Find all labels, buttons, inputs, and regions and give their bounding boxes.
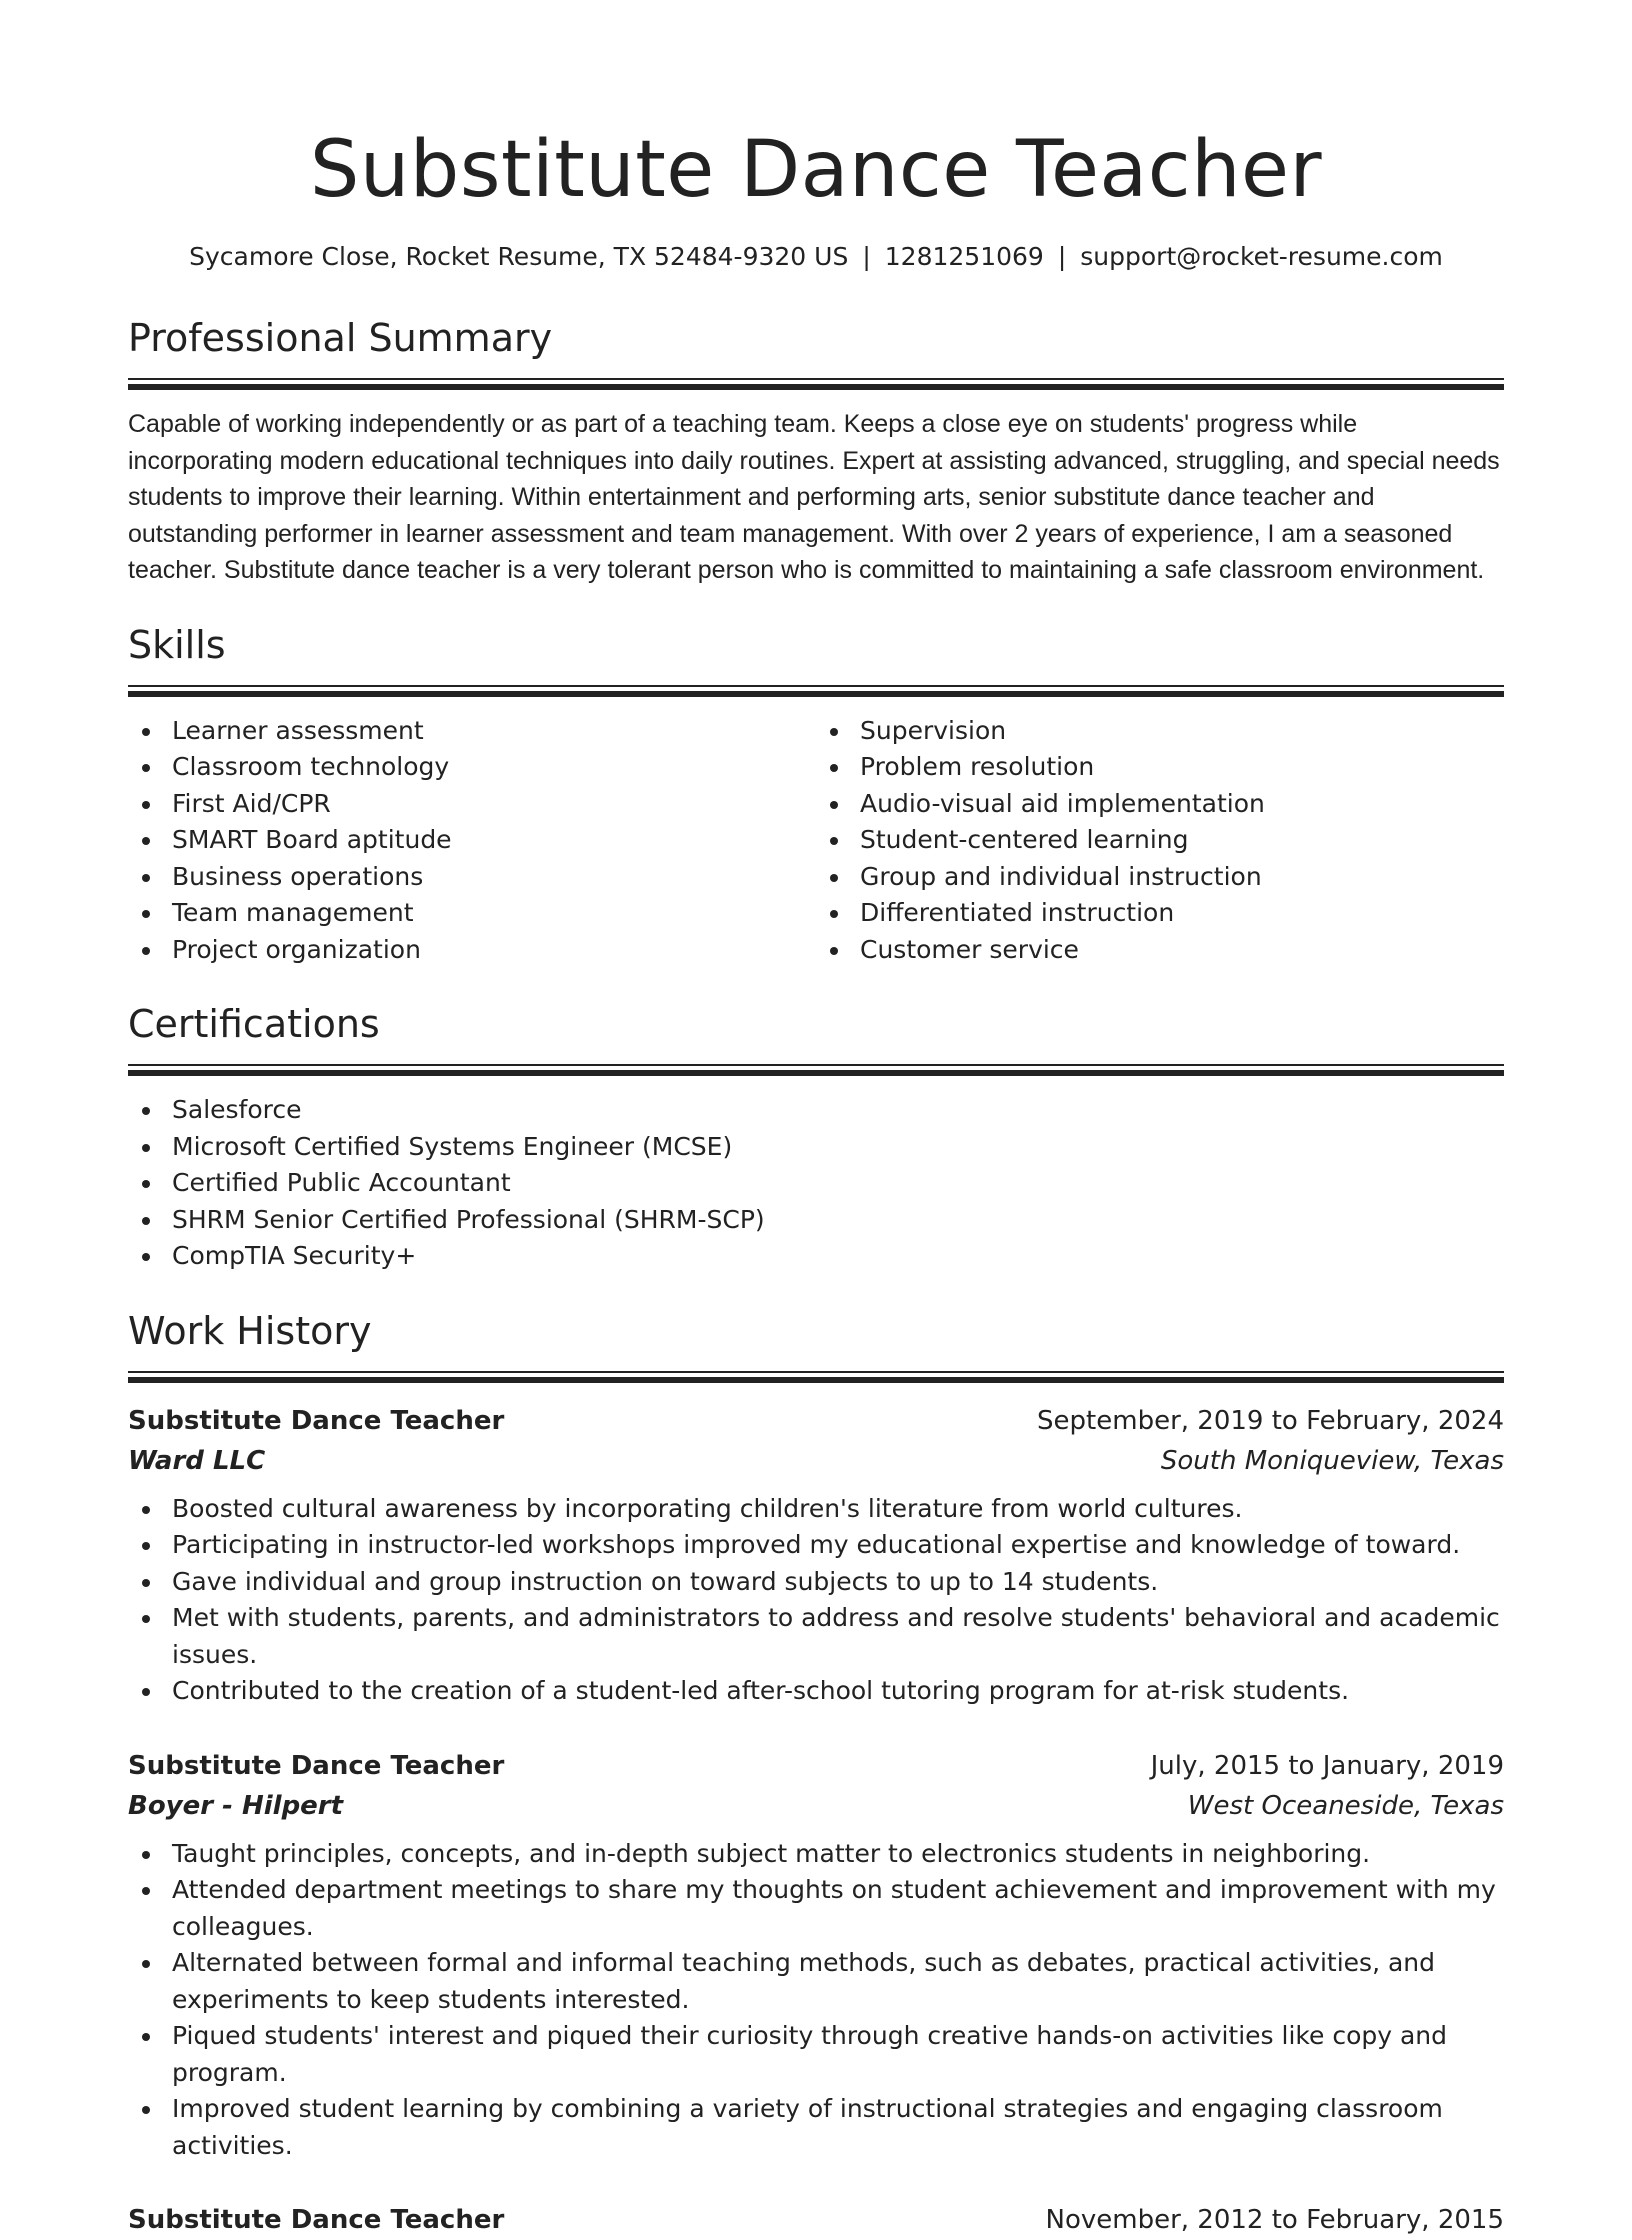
certifications-list	[128, 1092, 1504, 1275]
job-bullet: Piqued students' interest and piqued their curiosity through creative hands-on activities like copy and program.	[128, 2018, 1504, 2091]
job-company-row	[128, 1786, 1504, 1826]
section-divider-thick	[128, 384, 1504, 390]
job-entry	[128, 2200, 1504, 2240]
job-bullet: Boosted cultural awareness by incorporating children's literature from world cultures.	[128, 1491, 1504, 1528]
skill-item: Project organization	[128, 932, 816, 969]
job-header-row	[128, 1746, 1504, 1786]
summary-text: Capable of working independently or as part of a teaching team. Keeps a close eye on students' progress while incorporating modern educational techniques into daily routines. Expert at assisting advanced, struggling, and special needs students to improve their learning. Within entertainment and performing arts, senior substitute dance teacher and outstanding performer in learner assessment and team management. With over 2 years of experience, I am a seasoned teacher. Substitute dance teacher is a very tolerant person who is committed to maintaining a safe classroom environment.	[128, 406, 1504, 589]
work-history-heading: Work History	[128, 1305, 1504, 1357]
resume-content	[128, 0, 1504, 2240]
skill-item: Team management	[128, 895, 816, 932]
certification-item: Microsoft Certified Systems Engineer (MCSE)	[128, 1129, 1504, 1166]
skill-item: Customer service	[816, 932, 1504, 969]
job-entry	[128, 1401, 1504, 1710]
job-title: Substitute Dance Teacher	[128, 1746, 504, 1786]
job-header-row	[128, 2200, 1504, 2240]
job-bullet: Participating in instructor-led workshops improved my educational expertise and knowledge of toward.	[128, 1527, 1504, 1564]
job-company: Ward LLC	[128, 1441, 265, 1481]
section-divider-thick	[128, 1377, 1504, 1383]
section-divider-thin	[128, 378, 1504, 380]
job-company-row	[128, 1441, 1504, 1481]
summary-section	[128, 312, 1504, 589]
contact-email[interactable]: support@rocket-resume.com	[1080, 242, 1443, 271]
candidate-name: Substitute Dance Teacher	[128, 0, 1504, 222]
job-title: Substitute Dance Teacher	[128, 2200, 504, 2240]
skills-section	[128, 619, 1504, 969]
skill-item: Audio-visual aid implementation	[816, 786, 1504, 823]
job-entry	[128, 1746, 1504, 2165]
job-header-row	[128, 1401, 1504, 1441]
job-bullet: Alternated between formal and informal teaching methods, such as debates, practical activities, and experiments to keep students interested.	[128, 1945, 1504, 2018]
job-title: Substitute Dance Teacher	[128, 1401, 504, 1441]
section-divider-thick	[128, 691, 1504, 697]
certification-item: Salesforce	[128, 1092, 1504, 1129]
skills-grid	[128, 713, 1504, 969]
certifications-section	[128, 998, 1504, 1275]
skill-item: First Aid/CPR	[128, 786, 816, 823]
skill-item: Problem resolution	[816, 749, 1504, 786]
job-bullet: Attended department meetings to share my thoughts on student achievement and improvement with my colleagues.	[128, 1872, 1504, 1945]
skill-item: Student-centered learning	[816, 822, 1504, 859]
certification-item: SHRM Senior Certified Professional (SHRM-SCP)	[128, 1202, 1504, 1239]
skill-item: Supervision	[816, 713, 1504, 750]
contact-address: Sycamore Close, Rocket Resume, TX 52484-9320 US	[189, 242, 848, 271]
skills-list-right	[816, 713, 1504, 969]
work-history-section	[128, 1305, 1504, 2240]
contact-separator: |	[1058, 242, 1066, 271]
skill-item: Differentiated instruction	[816, 895, 1504, 932]
job-dates: September, 2019 to February, 2024	[1037, 1401, 1504, 1441]
certifications-heading: Certifications	[128, 998, 1504, 1050]
job-dates: July, 2015 to January, 2019	[1151, 1746, 1504, 1786]
section-divider-thick	[128, 1070, 1504, 1076]
skill-item: Learner assessment	[128, 713, 816, 750]
contact-line	[128, 240, 1504, 274]
job-company: Boyer - Hilpert	[128, 1786, 343, 1826]
skill-item: SMART Board aptitude	[128, 822, 816, 859]
contact-separator: |	[862, 242, 870, 271]
section-divider-thin	[128, 1064, 1504, 1066]
job-bullet: Taught principles, concepts, and in-depth subject matter to electronics students in neighboring.	[128, 1836, 1504, 1873]
job-bullet: Improved student learning by combining a variety of instructional strategies and engaging classroom activities.	[128, 2091, 1504, 2164]
skill-item: Group and individual instruction	[816, 859, 1504, 896]
summary-heading: Professional Summary	[128, 312, 1504, 364]
section-divider-thin	[128, 685, 1504, 687]
job-bullets	[128, 1491, 1504, 1710]
certification-item: Certified Public Accountant	[128, 1165, 1504, 1202]
section-divider-thin	[128, 1371, 1504, 1373]
skill-item: Business operations	[128, 859, 816, 896]
job-bullet: Met with students, parents, and administrators to address and resolve students' behavioral and academic issues.	[128, 1600, 1504, 1673]
job-bullets	[128, 1836, 1504, 2165]
job-location: West Oceaneside, Texas	[1188, 1786, 1504, 1826]
skill-item: Classroom technology	[128, 749, 816, 786]
contact-phone: 1281251069	[885, 242, 1044, 271]
job-location: South Moniqueview, Texas	[1161, 1441, 1504, 1481]
job-bullet: Contributed to the creation of a student-led after-school tutoring program for at-risk students.	[128, 1673, 1504, 1710]
job-dates: November, 2012 to February, 2015	[1046, 2200, 1505, 2240]
skills-list-left	[128, 713, 816, 969]
certification-item: CompTIA Security+	[128, 1238, 1504, 1275]
skills-heading: Skills	[128, 619, 1504, 671]
job-bullet: Gave individual and group instruction on toward subjects to up to 14 students.	[128, 1564, 1504, 1601]
